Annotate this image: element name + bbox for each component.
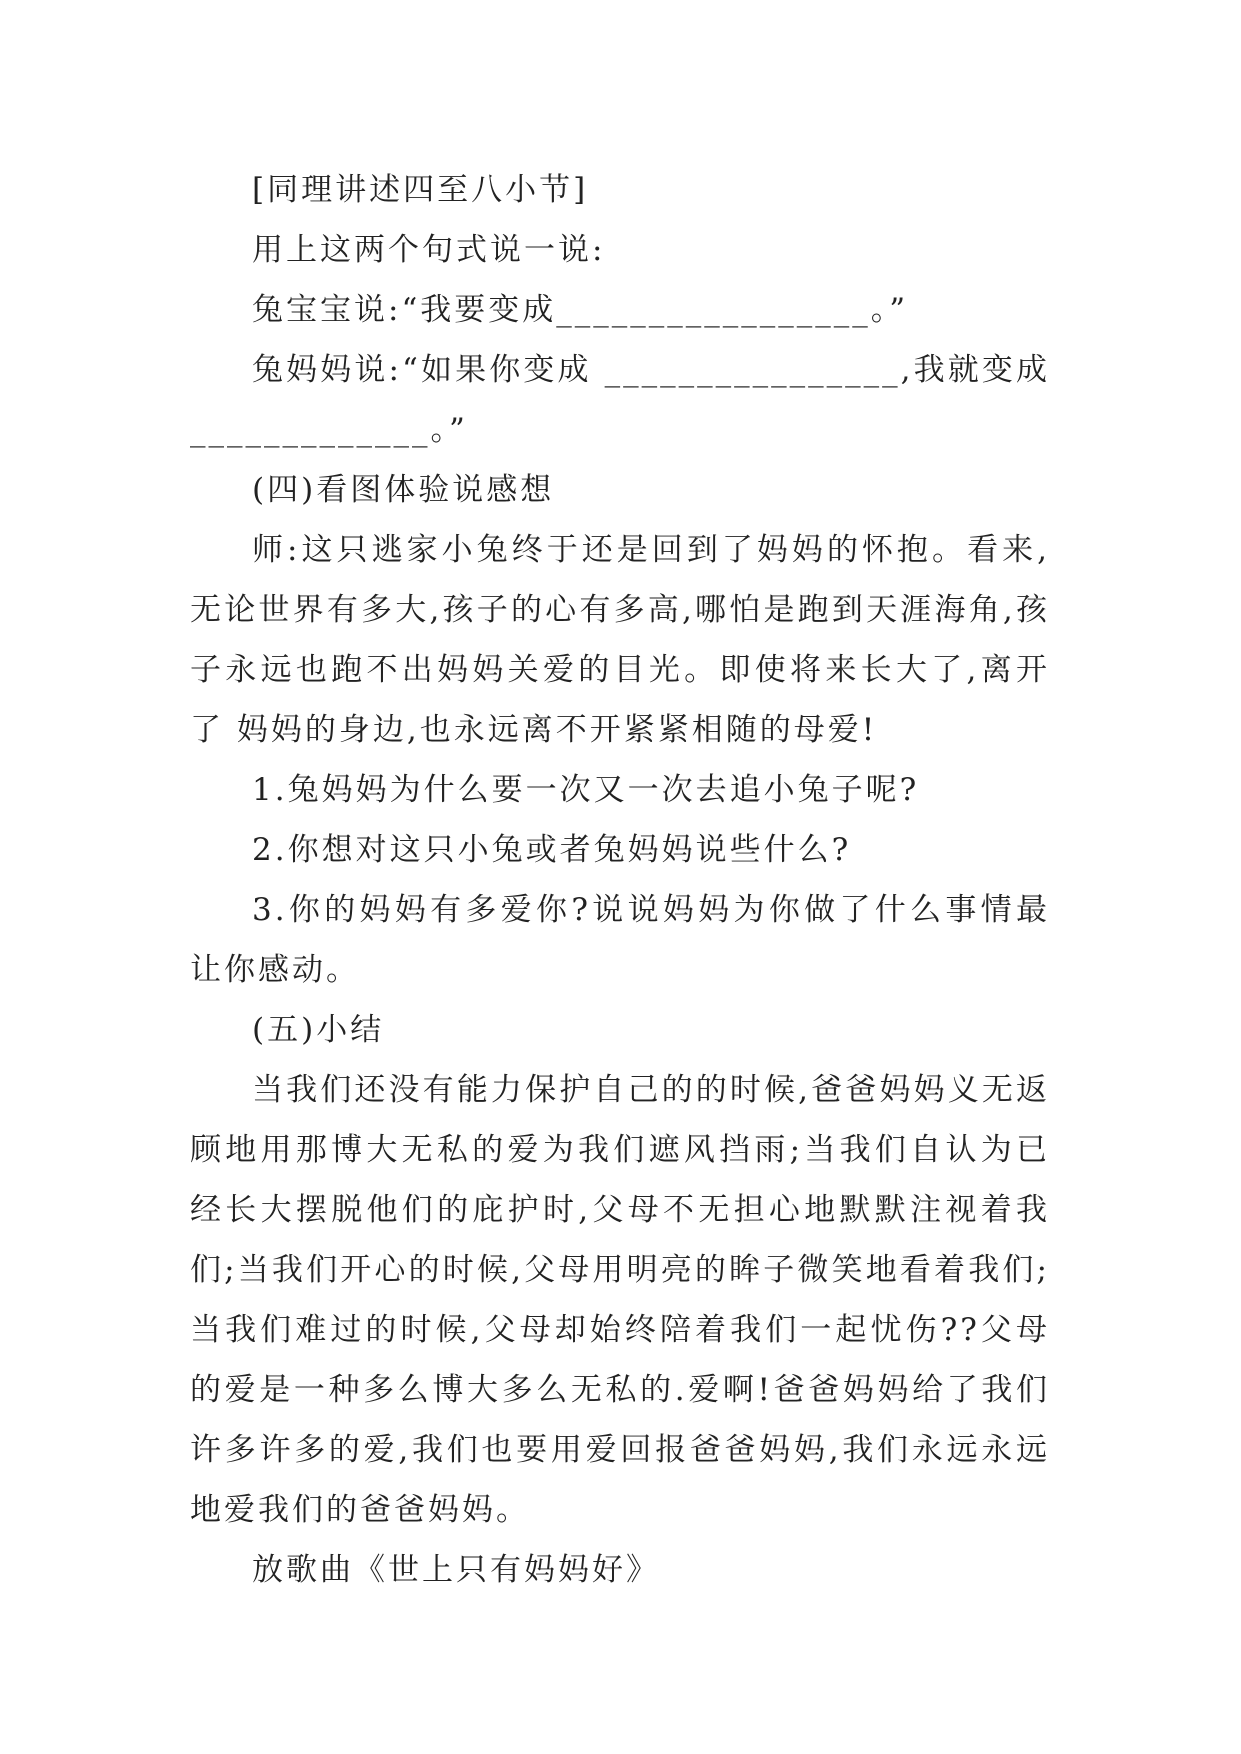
paragraph-sentence-pattern-1: 兔宝宝说:“我要变成_________________。” xyxy=(252,292,909,328)
paragraph-song: 放歌曲《世上只有妈妈好》 xyxy=(252,1552,660,1588)
paragraph-instruction: 用上这两个句式说一说: xyxy=(252,232,606,268)
section-heading-5: (五)小结 xyxy=(252,1012,385,1048)
document-body xyxy=(190,160,1063,1600)
paragraph-summary: 当我们还没有能力保护自己的的时候,爸爸妈妈义无返顾地用那博大无私的爱为我们遮风挡雨;当我们自认为已经长大摆脱他们的庇护时,父母不无担心地默默注视着我们;当我们开心的时候,父母用明亮的眸子微笑地看着我们;当我们难过的时候,父母却始终陪着我们一起忧伤??父母的爱是一种多么博大多么无私的.爱啊!爸爸妈妈给了我们许多许多的爱,我们也要用爱回报爸爸妈妈,我们永远永远地爱我们的爸爸妈妈。 xyxy=(190,1072,1050,1528)
section-heading-4: (四)看图体验说感想 xyxy=(252,472,555,508)
paragraph-teacher-speech: 师:这只逃家小兔终于还是回到了妈妈的怀抱。看来,无论世界有多大,孩子的心有多高,哪怕是跑到天涯海角,孩子永远也跑不出妈妈关爱的目光。即使将来长大了,离开了 妈妈的身边,也永远离不开紧紧相随的母爱! xyxy=(190,532,1050,748)
question-1: 1.兔妈妈为什么要一次又一次去追小兔子呢? xyxy=(252,772,920,808)
question-3: 3.你的妈妈有多爱你?说说妈妈为你做了什么事情最让你感动。 xyxy=(190,892,1050,988)
paragraph-review-note: [同理讲述四至八小节] xyxy=(252,172,589,208)
question-2: 2.你想对这只小兔或者兔妈妈说些什么? xyxy=(252,832,852,868)
paragraph-sentence-pattern-2: 兔妈妈说:“如果你变成 ________________,我就变成 _____________。” xyxy=(190,352,1063,448)
